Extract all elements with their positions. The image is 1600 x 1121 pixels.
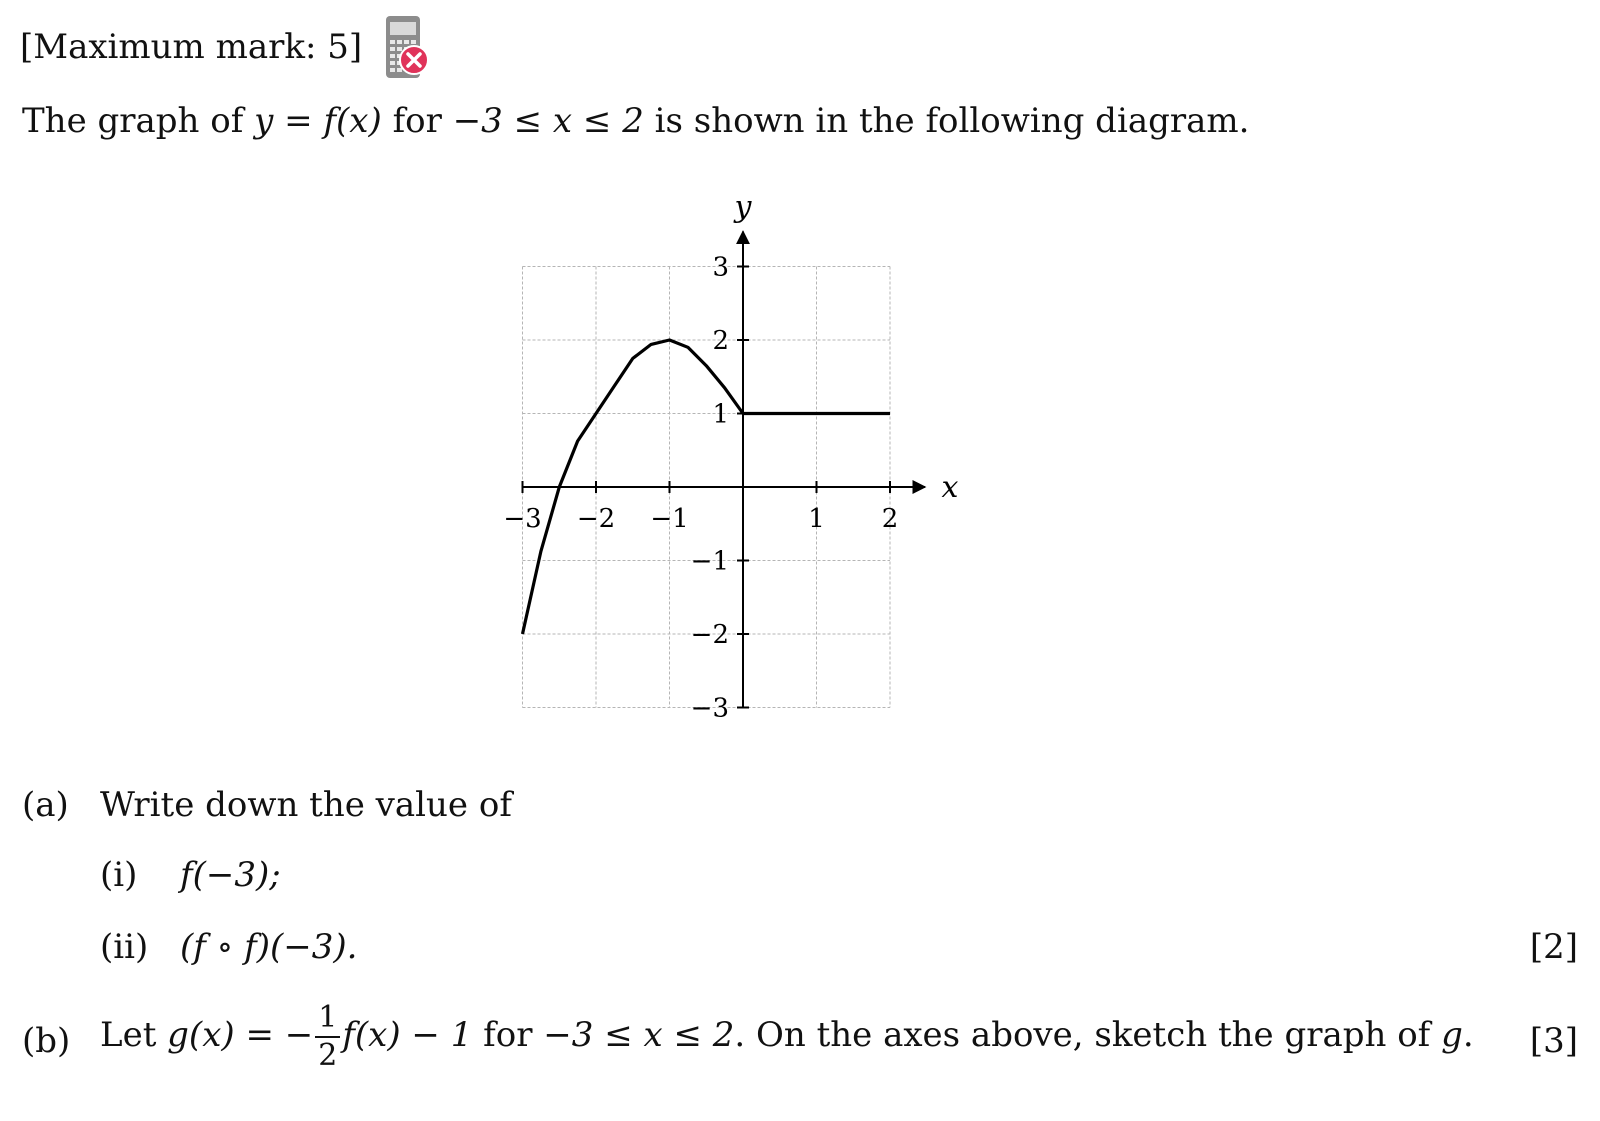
x-axis-label: x [941, 470, 959, 505]
y-tick-label: −1 [690, 546, 729, 577]
one-half-fraction: $\frac{1}{2}$ [315, 1003, 340, 1071]
y-tick-label: 2 [712, 326, 729, 356]
part-b-marks: [3] [1529, 1021, 1578, 1061]
x-tick-label: −1 [650, 504, 689, 534]
y-tick-label: −2 [690, 620, 729, 650]
x-tick-label: 1 [808, 504, 825, 534]
y-axis-label: y [734, 189, 752, 225]
y-tick-label: 1 [712, 399, 729, 430]
x-tick-label: −3 [503, 504, 542, 534]
x-tick-label: 2 [881, 504, 899, 534]
maximum-mark-label: [Maximum mark: 5] [20, 27, 363, 67]
part-a-i-label: (i) [100, 855, 138, 895]
part-a-ii-expr: (f ∘ f)(−3). [180, 927, 358, 967]
part-a-text: Write down the value of [100, 785, 512, 825]
intro-sentence: The graph of y = f(x) for −3 ≤ x ≤ 2 is shown in the following diagram. [22, 101, 1250, 141]
function-graph [490, 180, 990, 740]
part-a-marks: [2] [1529, 927, 1578, 967]
part-b-label: (b) [22, 1021, 71, 1061]
part-b-text: Let g(x) = − $\frac{1}{2}$ f(x) − 1 for −3 ≤ x ≤ 2. On the axes above, sketch the graph of g. [100, 1000, 1474, 1073]
part-a-label: (a) [22, 785, 69, 825]
part-a-i-expr: f(−3); [180, 855, 281, 895]
y-tick-label: −3 [690, 693, 729, 724]
part-a-ii-label: (ii) [100, 927, 149, 967]
y-tick-label: 3 [712, 252, 729, 283]
calculator-not-allowed-icon [384, 14, 430, 84]
x-tick-label: −2 [576, 504, 616, 534]
